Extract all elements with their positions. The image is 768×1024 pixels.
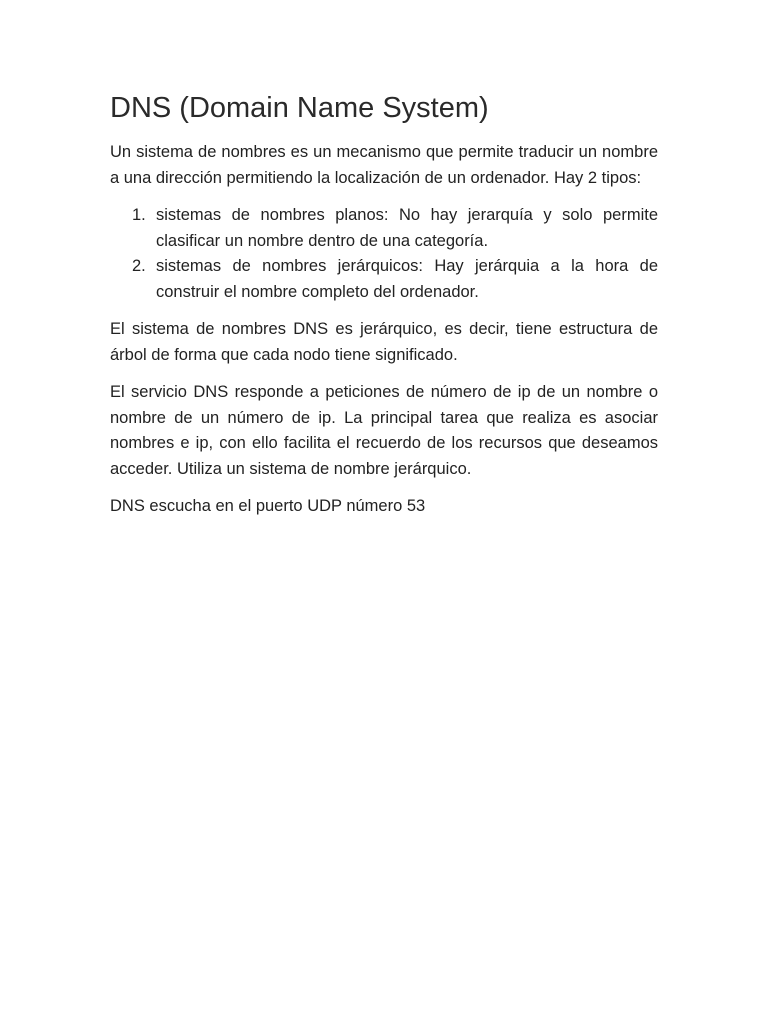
document-body: [110, 88, 658, 532]
hierarchy-paragraph: El sistema de nombres DNS es jerárquico, es decir, tiene estructura de árbol de forma que cada nodo tiene significado.: [110, 320, 658, 364]
list-item: [110, 254, 658, 305]
document-title: DNS (Domain Name System): [110, 92, 489, 124]
intro-paragraph: Un sistema de nombres es un mecanismo que permite traducir un nombre a una dirección permitiendo la localización de un ordenador. Hay 2 tipos:: [110, 143, 658, 187]
list-item-text: sistemas de nombres planos: No hay jerarquía y solo permite clasificar un nombre dentro de una categoría.: [156, 206, 658, 250]
list-item: [110, 203, 658, 254]
list-item-number: 1.: [132, 206, 146, 224]
service-paragraph: El servicio DNS responde a peticiones de número de ip de un nombre o nombre de un número de ip. La principal tarea que realiza es asociar nombres e ip, con ello facilita el recuerdo de los recursos que deseamos acceder. Utiliza un sistema de nombre jerárquico.: [110, 383, 658, 478]
list-item-number: 2.: [132, 257, 146, 275]
types-list: [110, 203, 658, 305]
port-paragraph: DNS escucha en el puerto UDP número 53: [110, 497, 426, 515]
list-item-text: sistemas de nombres jerárquicos: Hay jerárquia a la hora de construir el nombre completo del ordenador.: [156, 257, 658, 301]
